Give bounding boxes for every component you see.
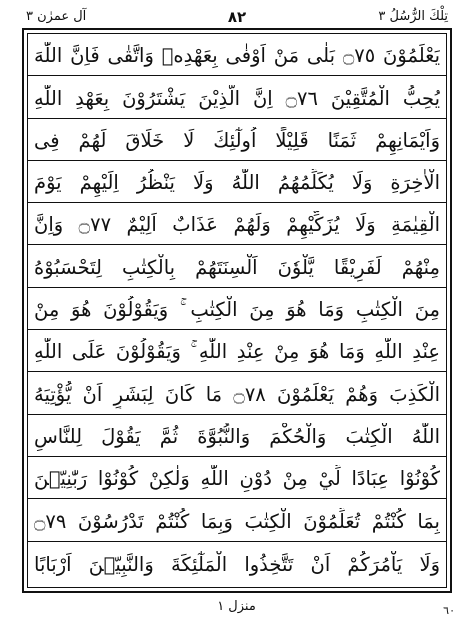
surah-name: آل عمرٰن ٣ xyxy=(26,9,87,24)
text-line xyxy=(28,203,446,245)
text-line xyxy=(28,119,446,161)
juz-name: تِلْكَ الرُّسُلُ ٣ xyxy=(378,9,448,24)
text-frame xyxy=(22,28,452,593)
text-line xyxy=(28,542,446,584)
page-number: ٨٢ xyxy=(227,8,247,26)
text-line xyxy=(28,76,446,118)
verse-text: بِمَا كُنْتُمْ تُعَلِّمُوْنَ الْكِتٰبَ وَبِمَا كُنْتُمْ تَدْرُسُوْنَ ۝٧٩ xyxy=(34,509,440,533)
text-line xyxy=(28,246,446,288)
verse-text: الْقِيٰمَةِ وَلَا يُزَكِّيْهِمْ وَلَهُمْ عَذَابٌ اَلِيْمٌ ۝٧٧ وَاِنَّ xyxy=(34,213,440,237)
verse-text: يُحِبُّ الْمُتَّقِيْنَ ۝٧٦ اِنَّ الَّذِيْنَ يَشْتَرُوْنَ بِعَهْدِ اللّٰهِ xyxy=(34,86,440,110)
corner-number: ٦٠ xyxy=(443,604,455,617)
verse-text: كُوْنُوْا عِبَادًا لِّيْ مِنْ دُوْنِ اللّٰهِ وَلٰكِنْ كُوْنُوْا رَبّٰنِيّٖنَ xyxy=(34,467,440,491)
text-line xyxy=(28,415,446,457)
text-line xyxy=(28,372,446,414)
text-line xyxy=(28,457,446,499)
text-line xyxy=(28,161,446,203)
verse-text: وَلَا يَاْمُرَكُمْ اَنْ تَتَّخِذُوا الْمَلٰٓئِكَةَ وَالنَّبِيّٖنَ اَرْبَابًا xyxy=(34,552,440,576)
verse-text: مِنَ الْكِتٰبِ وَمَا هُوَ مِنَ الْكِتٰبِ ۚ وَيَقُوْلُوْنَ هُوَ مِنْ xyxy=(34,298,440,322)
verse-text: يَعْلَمُوْنَ ۝٧٥ بَلٰى مَنْ اَوْفٰى بِعَهْدِهٖ وَاتَّقٰى فَاِنَّ اللّٰهَ xyxy=(34,44,440,68)
verse-text: وَاَيْمَانِهِمْ ثَمَنًا قَلِيْلًا اُولٰٓئِكَ لَا خَلَاقَ لَهُمْ فِى xyxy=(34,128,440,152)
verse-text: اللّٰهُ الْكِتٰبَ وَالْحُكْمَ وَالنُّبُوَّةَ ثُمَّ يَقُوْلَ لِلنَّاسِ xyxy=(34,424,440,448)
verse-text: مِنْهُمْ لَفَرِيْقًا يَّلْوٗنَ اَلْسِنَتَهُمْ بِالْكِتٰبِ لِتَحْسَبُوْهُ xyxy=(34,255,440,279)
verse-text: عِنْدِ اللّٰهِ وَمَا هُوَ مِنْ عِنْدِ اللّٰهِ ۚ وَيَقُوْلُوْنَ عَلَى اللّٰهِ xyxy=(34,340,440,364)
text-line xyxy=(28,34,446,76)
manzil-marker: منزل ١ xyxy=(217,599,256,614)
page-header xyxy=(22,6,452,28)
verse-text: الْاٰخِرَةِ وَلَا يُكَلِّمُهُمُ اللّٰهُ وَلَا يَنْظُرُ اِلَيْهِمْ يَوْمَ xyxy=(34,171,440,195)
text-line xyxy=(28,288,446,330)
text-lines xyxy=(27,33,447,588)
text-line xyxy=(28,499,446,541)
verse-text: الْكَذِبَ وَهُمْ يَعْلَمُوْنَ ۝٧٨ مَا كَانَ لِبَشَرٍ اَنْ يُّؤْتِيَهُ xyxy=(34,382,440,406)
text-line xyxy=(28,330,446,372)
